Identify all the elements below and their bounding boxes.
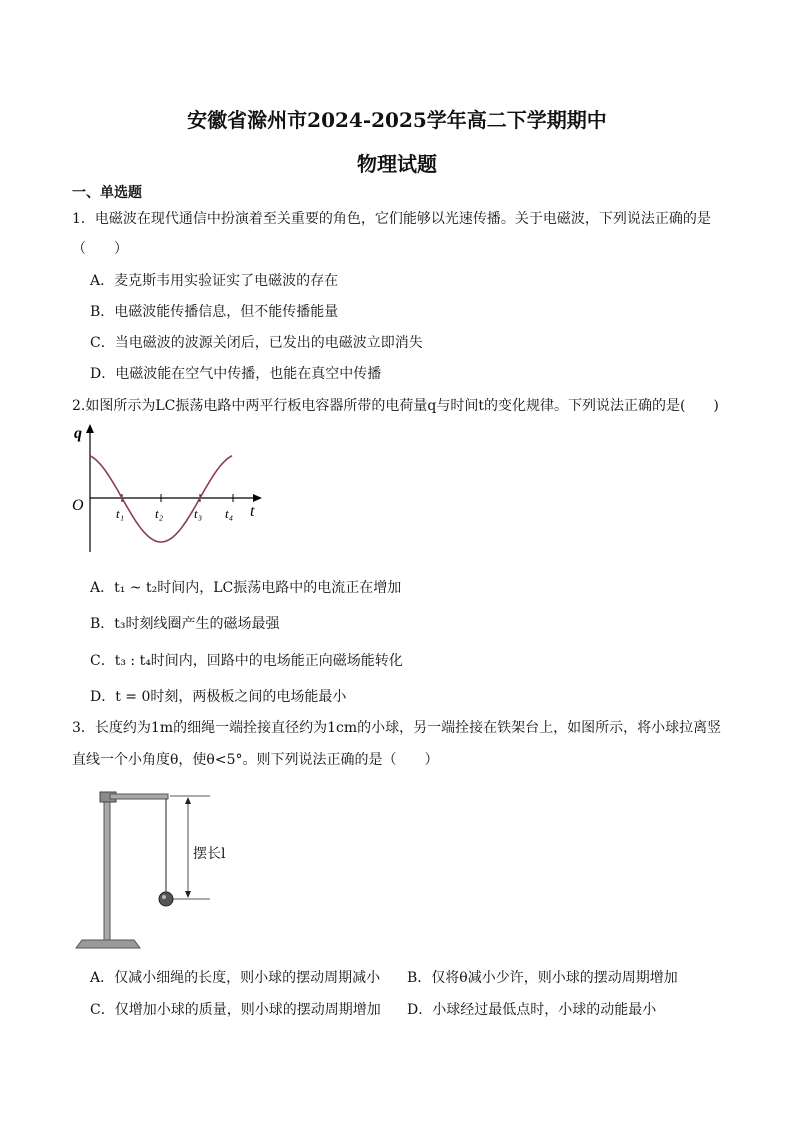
q3-option-b: B．仅将θ减小少许，则小球的摆动周期增加 [407,970,678,986]
q3-pendulum-figure [70,780,220,955]
q2-label-t2: t₂ [155,506,164,521]
q2-stem: 2.如图所示为LC振荡电路中两平行板电容器所带的电荷量q与时间t的变化规律。下列说法正确的是( ) [72,398,719,414]
q1-stem-line1: 1．电磁波在现代通信中扮演着至关重要的角色，它们能够以光速传播。关于电磁波，下列说法正确的是 [72,211,711,227]
q2-label-t3: t₃ [194,506,203,521]
section-heading: 一、单选题 [72,185,142,201]
q2-option-a: A．t₁ ~ t₂时间内，LC振荡电路中的电流正在增加 [90,580,402,596]
stand-base [76,940,140,948]
ball-highlight [162,895,166,899]
q3-option-c: C．仅增加小球的质量，则小球的摆动周期增加 [90,1002,381,1018]
dimension-arrow-up [185,797,191,804]
q2-y-arrow [86,424,94,433]
q2-x-label: t [250,503,255,520]
pendulum-length-label: 摆长l [193,842,225,864]
q2-option-b: B．t₃时刻线圈产生的磁场最强 [90,616,280,632]
q1-option-c: C．当电磁波的波源关闭后，已发出的电磁波立即消失 [90,335,423,351]
q2-y-label: q [74,425,82,442]
page-subtitle: 物理试题 [357,152,437,176]
pendulum-ball [159,892,173,906]
q1-stem-line2: （ ） [72,241,128,257]
page-title: 安徽省滁州市2024-2025学年高二下学期期中 [187,108,607,132]
q2-x-arrow [253,494,262,502]
q2-option-d: D．t = 0时刻，两极板之间的电场能最小 [90,689,347,705]
q3-stem-line1: 3．长度约为1m的细绳一端拴接直径约为1cm的小球，另一端拴接在铁架台上，如图所示，将小球拉离竖 [72,720,722,736]
q3-option-a: A．仅减小细绳的长度，则小球的摆动周期减小 [90,970,381,986]
q2-label-t4: t₄ [225,506,234,521]
q2-origin-label: O [72,497,84,514]
q3-option-d: D．小球经过最低点时，小球的动能最小 [407,1002,657,1018]
q1-option-d: D．电磁波能在空气中传播，也能在真空中传播 [90,366,382,382]
dimension-arrow-down [185,891,191,898]
stand-pole [104,794,110,940]
q2-label-t1: t₁ [116,506,125,521]
stand-arm [110,794,168,799]
q2-graph [60,420,280,560]
q1-option-b: B．电磁波能传播信息，但不能传播能量 [90,304,339,320]
q2-option-c: C．t₃ : t₄时间内，回路中的电场能正向磁场能转化 [90,653,403,669]
q1-option-a: A．麦克斯韦用实验证实了电磁波的存在 [90,273,339,289]
q3-stem-line2: 直线一个小角度θ，使θ<5°。则下列说法正确的是（ ） [72,752,439,768]
